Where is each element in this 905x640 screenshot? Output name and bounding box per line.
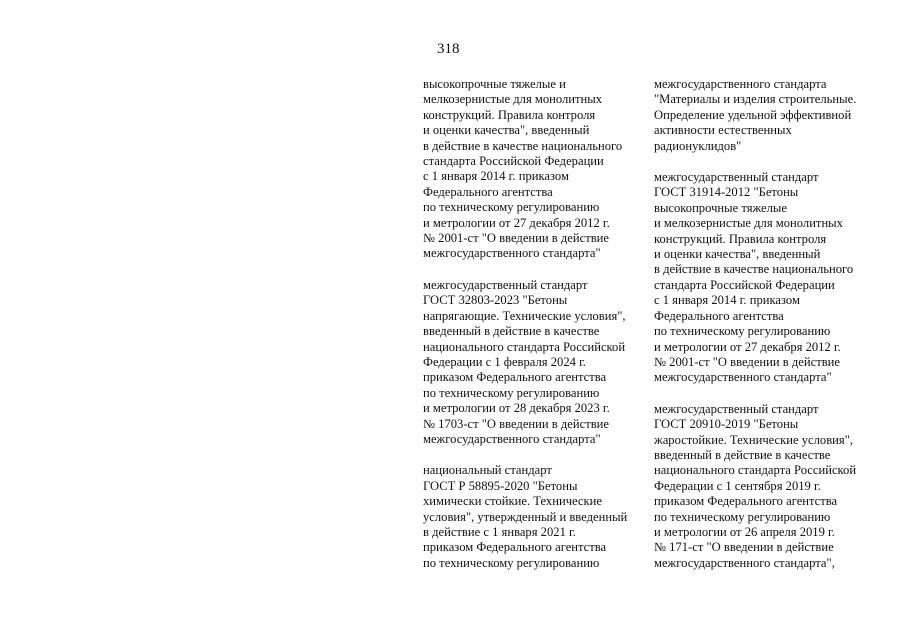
text-line: конструкций. Правила контроля: [654, 231, 827, 246]
text-line: с 1 января 2014 г. приказом: [423, 169, 569, 184]
text-line: Федерального агентства: [654, 308, 784, 323]
text-line: № 171-ст "О введении в действие: [654, 540, 834, 555]
text-line: "Материалы и изделия строительные.: [654, 92, 857, 107]
text-line: ГОСТ 31914-2012 "Бетоны: [654, 185, 799, 200]
text-line: химически стойкие. Технические: [423, 494, 602, 509]
text-line: введенный в действие в качестве: [423, 324, 600, 339]
text-line: и метрологии от 27 декабря 2012 г.: [423, 215, 610, 230]
text-line: приказом Федерального агентства: [423, 370, 607, 385]
text-line: в действие в качестве национального: [423, 138, 623, 153]
text-line: в действие с 1 января 2021 г.: [423, 524, 576, 539]
text-line: конструкций. Правила контроля: [423, 107, 596, 122]
text-line: активности естественных: [654, 123, 792, 138]
text-line: ГОСТ 20910-2019 "Бетоны: [654, 417, 799, 432]
text-line: ГОСТ Р 58895-2020 "Бетоны: [423, 478, 578, 493]
text-line: и оценки качества", введенный: [423, 123, 590, 138]
text-line: жаростойкие. Технические условия",: [654, 432, 853, 447]
text-line: с 1 января 2014 г. приказом: [654, 293, 800, 308]
text-line: межгосударственный стандарт: [654, 401, 819, 416]
text-line: и метрологии от 26 апреля 2019 г.: [654, 524, 835, 539]
text-line: приказом Федерального агентства: [654, 494, 838, 509]
text-line: межгосударственного стандарта: [654, 77, 827, 91]
left-text-column: [423, 77, 658, 587]
text-block: [654, 402, 889, 571]
text-line: Федерации с 1 сентября 2019 г.: [654, 478, 821, 493]
text-line: высокопрочные тяжелые: [654, 200, 787, 215]
text-line: по техническому регулированию: [423, 385, 600, 400]
text-line: по техническому регулированию: [423, 555, 600, 570]
text-block: [423, 278, 658, 447]
text-line: введенный в действие в качестве: [654, 447, 831, 462]
text-line: по техническому регулированию: [654, 324, 831, 339]
page-number: 318: [437, 41, 460, 57]
text-line: межгосударственный стандарт: [654, 170, 819, 185]
right-text-column: [654, 77, 889, 587]
text-line: условия", утвержденный и введенный: [423, 509, 628, 524]
text-line: радионуклидов": [654, 138, 742, 153]
text-line: Федерации с 1 февраля 2024 г.: [423, 354, 586, 369]
text-line: мелкозернистые для монолитных: [423, 92, 603, 107]
text-line: стандарта Российской Федерации: [423, 154, 604, 169]
text-line: и метрологии от 27 декабря 2012 г.: [654, 339, 841, 354]
text-line: межгосударственного стандарта": [423, 246, 601, 261]
text-line: и мелкозернистые для монолитных: [654, 216, 843, 231]
text-line: национального стандарта Российской: [654, 463, 857, 478]
text-line: по техническому регулированию: [654, 509, 831, 524]
text-line: Определение удельной эффективной: [654, 107, 852, 122]
text-line: напрягающие. Технические условия",: [423, 308, 626, 323]
text-line: по техническому регулированию: [423, 200, 600, 215]
text-block: [423, 77, 658, 262]
text-line: межгосударственного стандарта": [654, 370, 832, 385]
text-line: № 2001-ст "О введении в действие: [654, 354, 840, 369]
text-line: национальный стандарт: [423, 463, 552, 478]
text-line: высокопрочные тяжелые и: [423, 77, 566, 91]
text-line: межгосударственного стандарта",: [654, 555, 835, 570]
text-line: в действие в качестве национального: [654, 262, 854, 277]
text-line: и метрологии от 28 декабря 2023 г.: [423, 401, 610, 416]
text-block: [654, 77, 889, 154]
text-line: № 1703-ст "О введении в действие: [423, 416, 609, 431]
text-block: [423, 463, 658, 571]
text-line: приказом Федерального агентства: [423, 540, 607, 555]
text-line: № 2001-ст "О введении в действие: [423, 231, 609, 246]
text-block: [654, 170, 889, 386]
text-line: межгосударственного стандарта": [423, 431, 601, 446]
text-line: национального стандарта Российской: [423, 339, 626, 354]
text-line: Федерального агентства: [423, 184, 553, 199]
text-line: межгосударственный стандарт: [423, 277, 588, 292]
text-line: и оценки качества", введенный: [654, 247, 821, 262]
text-line: стандарта Российской Федерации: [654, 277, 835, 292]
text-line: ГОСТ 32803-2023 "Бетоны: [423, 293, 568, 308]
